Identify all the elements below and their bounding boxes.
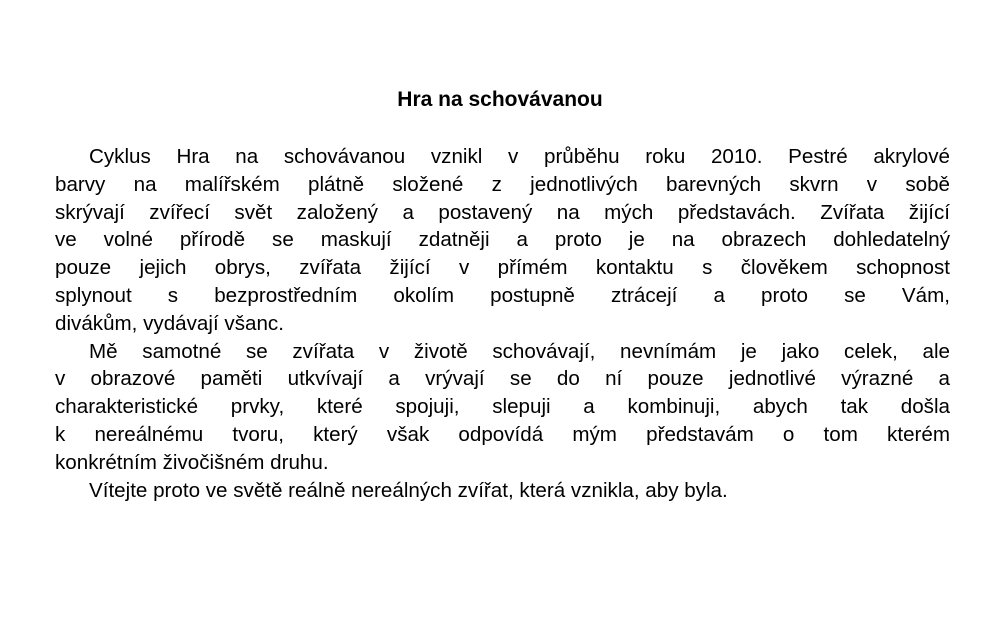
text-line: ve volné přírodě se maskují zdatněji a proto je na obrazech dohledatelný [55, 228, 950, 252]
document-body [55, 143, 950, 504]
text-line: divákům, vydávají všanc. [55, 311, 284, 335]
text-line: splynout s bezprostředním okolím postupně ztrácejí a proto se Vám, [55, 283, 950, 307]
paragraph-3 [55, 477, 950, 505]
paragraph-2 [55, 338, 950, 477]
text-line: charakteristické prvky, které spojuji, slepuji a kombinuji, abych tak došla [55, 395, 950, 419]
text-line: Cyklus Hra na schovávanou vznikl v průběhu roku 2010. Pestré akrylové [89, 145, 950, 168]
text-line: pouze jejich obrys, zvířata žijící v přímém kontaktu s člověkem schopnost [55, 256, 950, 280]
text-line: konkrétním živočišném druhu. [55, 450, 329, 474]
text-line: barvy na malířském plátně složené z jednotlivých barevných skvrn v sobě [55, 172, 950, 196]
paragraph-1 [55, 143, 950, 338]
text-line: skrývají zvířecí svět založený a postavený na mých představách. Zvířata žijící [55, 200, 950, 224]
text-line: Mě samotné se zvířata v životě schovávají, nevnímám je jako celek, ale [89, 339, 950, 363]
text-line: k nereálnému tvoru, který však odpovídá mým představám o tom kterém [55, 422, 950, 446]
text-line: Vítejte proto ve světě reálně nereálných zvířat, která vznikla, aby byla. [89, 478, 728, 502]
text-line: v obrazové paměti utkvívají a vrývají se do ní pouze jednotlivé výrazné a [55, 367, 950, 391]
document-title: Hra na schovávanou [397, 88, 603, 111]
